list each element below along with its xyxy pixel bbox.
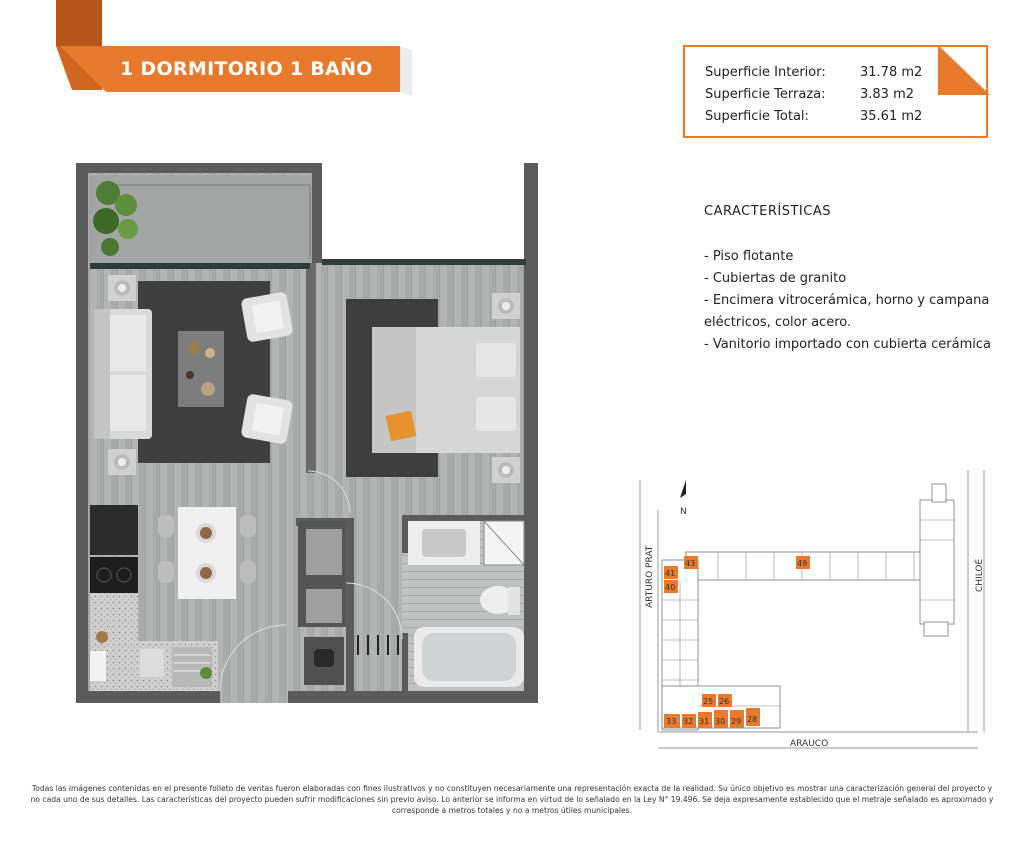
- feature-item: - Piso flotante: [704, 249, 794, 264]
- features-list: [704, 246, 1004, 356]
- total-value: 35.61 m2: [860, 109, 923, 124]
- unit-label: 26: [719, 697, 730, 706]
- north-arrow-icon: [680, 480, 686, 498]
- feature-item: - Encimera vitrocerámica, horno y campana: [704, 293, 990, 308]
- corner-flag: [938, 45, 990, 95]
- unit-label: 49: [797, 559, 808, 568]
- nightstand: [492, 293, 520, 319]
- unit-label: 28: [747, 715, 758, 724]
- terraza-label: Superficie Terraza:: [705, 87, 826, 102]
- lamp-table: [108, 275, 136, 301]
- armchair: [241, 393, 294, 444]
- terraza-value: 3.83 m2: [860, 87, 915, 102]
- unit-label: 41: [665, 569, 676, 578]
- street-west-label: ARTURO PRAT: [645, 545, 655, 608]
- feature-item: - Vanitorio importado con cubierta cerámica: [704, 337, 991, 352]
- features-heading: CARACTERÍSTICAS: [704, 204, 831, 219]
- unit-label: 33: [666, 717, 677, 726]
- north-label: N: [680, 507, 687, 517]
- area-row-interior: [705, 65, 922, 80]
- title-ribbon: [0, 0, 420, 110]
- area-row-terraza: [705, 87, 914, 102]
- wall: [76, 163, 88, 703]
- interior-value: 31.78 m2: [860, 65, 923, 80]
- street-south-label: ARAUCO: [790, 739, 829, 749]
- sofa: [94, 309, 152, 439]
- nightstand: [492, 457, 520, 483]
- unit-label: 43: [685, 559, 696, 568]
- coffee-table: [178, 331, 224, 407]
- floor-plan: [76, 163, 540, 703]
- page-title: 1 DORMITORIO 1 BAÑO: [120, 58, 373, 80]
- street-east-label: CHILOÉ: [975, 558, 985, 592]
- site-map: [638, 470, 998, 765]
- feature-item: - Cubiertas de granito: [704, 271, 847, 286]
- total-label: Superficie Total:: [705, 109, 809, 124]
- unit-label: 31: [699, 717, 710, 726]
- interior-label: Superficie Interior:: [705, 65, 826, 80]
- fridge: [90, 505, 138, 555]
- armchair: [241, 291, 294, 342]
- legal-disclaimer: Todas las imágenes contenidas en el presente folleto de ventas fueron elaboradas con fines ilustrativos y no constituyen necesariamente una representación exacta de la realidad. Su único objetivo es mostrar una caracterización general del proyecto y no cada uno de sus detalles. Las características del proyecto pueden sufrir modificaciones sin previo aviso. Lo anterior se informa en virtud de lo señalado en la Ley N° 19.496. Se deja expresamente establecido que el metraje señalado es aproximado y corresponde a metros totales y no a metros útiles municipales.: [30, 784, 994, 815]
- feature-item: eléctricos, color acero.: [704, 315, 852, 330]
- lamp-table: [108, 449, 136, 475]
- unit-label: 32: [683, 717, 694, 726]
- bed: [372, 327, 520, 453]
- unit-label: 29: [731, 717, 742, 726]
- unit-label: 25: [703, 697, 714, 706]
- terrace-floor: [90, 175, 316, 263]
- unit-label: 30: [715, 717, 726, 726]
- area-row-total: [705, 109, 922, 124]
- unit-label: 40: [665, 583, 676, 592]
- building-outline: [662, 484, 954, 730]
